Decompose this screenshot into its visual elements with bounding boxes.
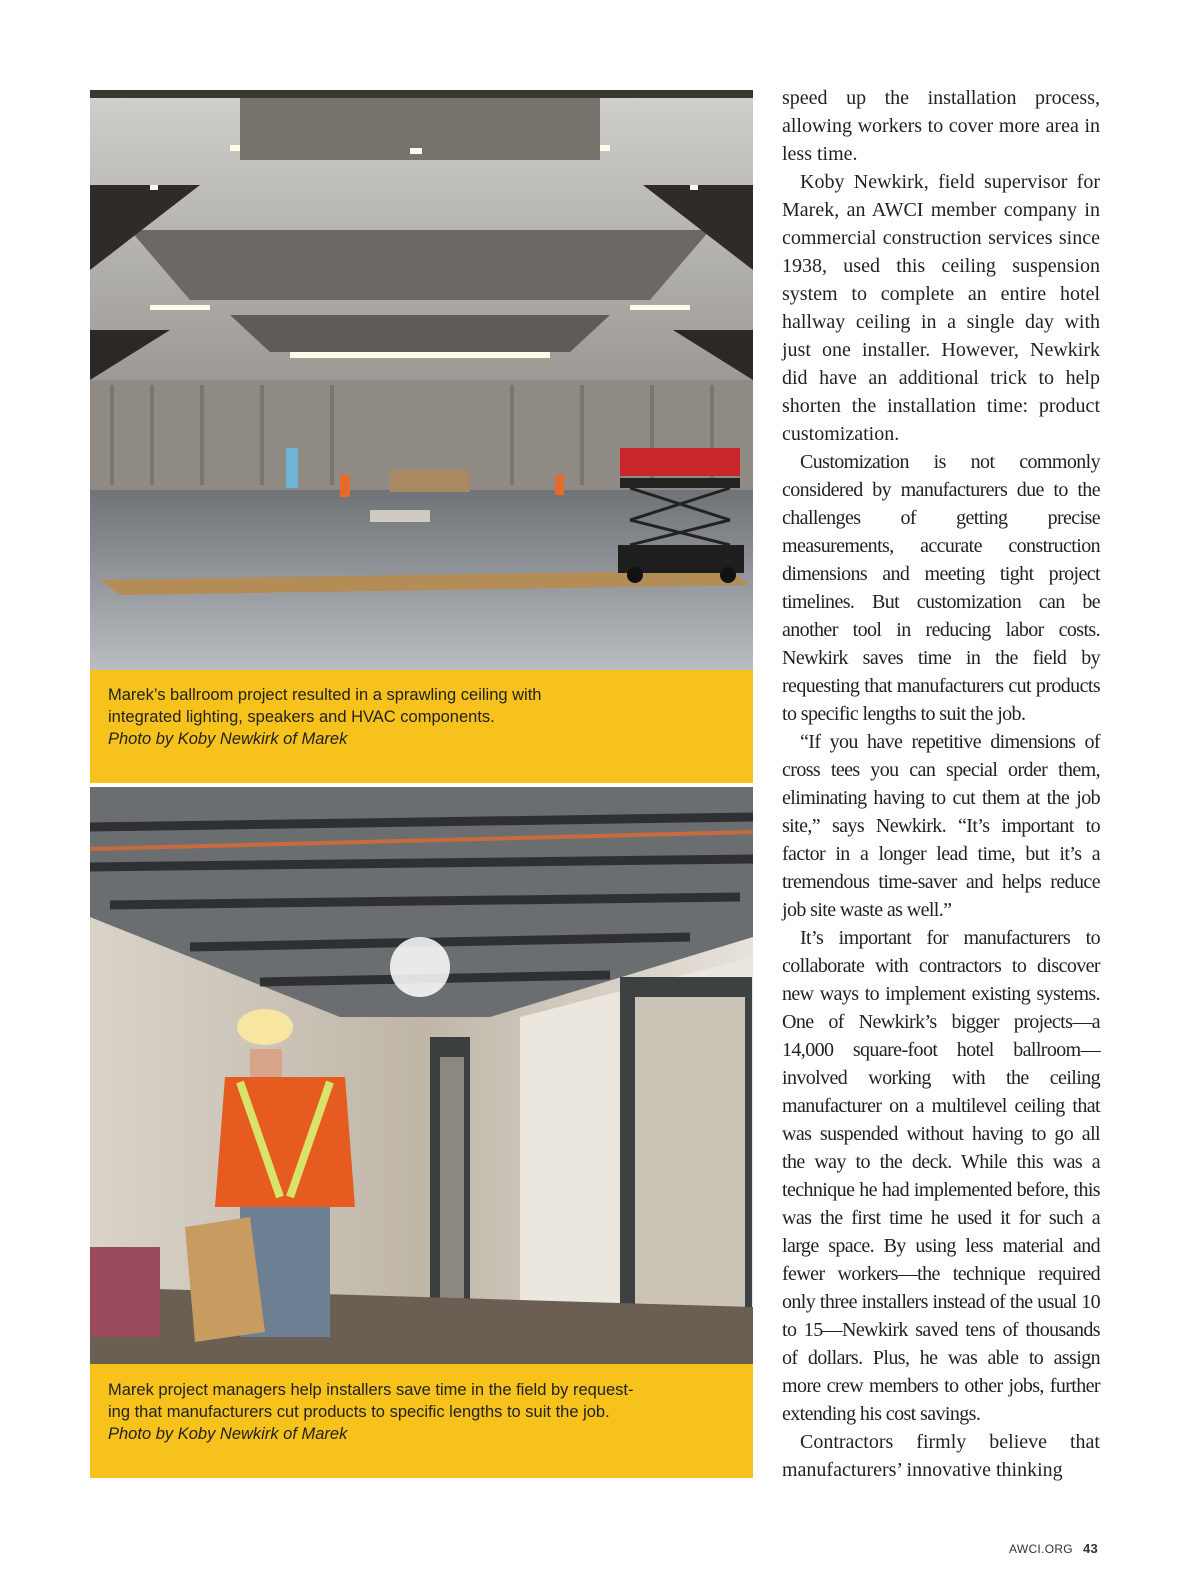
photo-credit: Photo by Koby Newkirk of Marek — [108, 1425, 348, 1443]
article-paragraph: speed up the installation process, allowing workers to cover more area in less time. — [782, 87, 1100, 165]
article-paragraph: Customization is not commonly considered by manufacturers due to the challenges of getting precise measurements, accurate construction dimensions and meeting tight project timelines. But customization can be another tool in reducing labor costs. Newkirk saves time in the field by requesting that manufacturers cut products to specific lengths to suit the job. — [782, 451, 1100, 725]
article-column — [782, 84, 1100, 1484]
footer-site: AWCI.ORG — [1008, 1542, 1073, 1556]
figure-hallway — [90, 787, 753, 1478]
page-footer — [1009, 1541, 1098, 1556]
photo-credit: Photo by Koby Newkirk of Marek — [108, 730, 348, 748]
page-number: 43 — [1082, 1541, 1098, 1556]
caption-line: Marek project managers help installers save time in the field by request- — [108, 1381, 634, 1399]
ballroom-illustration — [90, 90, 753, 670]
hallway-caption — [108, 1379, 735, 1445]
article-paragraph: Contractors firmly believe that manufacturers’ innovative thinking — [782, 1431, 1100, 1481]
caption-line: integrated lighting, speakers and HVAC components. — [108, 708, 495, 726]
figure-ballroom — [90, 90, 753, 783]
hallway-photo — [90, 787, 753, 1364]
article-paragraph: “If you have repetitive dimensions of cross tees you can special order them, eliminating having to cut them at the job site,” says Newkirk. “It’s important to factor in a longer lead time, but it’s a tremendous time-saver and helps reduce job site waste as well.” — [782, 731, 1100, 921]
hallway-illustration — [90, 787, 753, 1364]
article-paragraph: Koby Newkirk, field supervisor for Marek, an AWCI member company in commercial construction services since 1938, used this ceiling suspension system to complete an entire hotel hallway ceiling in a single day with just one installer. However, Newkirk did have an additional trick to help shorten the installation time: product customization. — [782, 171, 1100, 445]
caption-line: ing that manufacturers cut products to specific lengths to suit the job. — [108, 1403, 610, 1421]
caption-line: Marek’s ballroom project resulted in a sprawling ceiling with — [108, 686, 542, 704]
article-paragraph: It’s important for manufacturers to collaborate with contractors to discover new ways to implement existing systems. One of Newkirk’s bigger projects—a 14,000 square-foot hotel ballroom—involved working with the ceiling manufacturer on a multilevel ceiling that was suspended without having to go all the way to the deck. While this was a technique he had implemented before, this was the first time he used it for such a large space. By using less material and fewer workers—the technique required only three installers instead of the usual 10 to 15—Newkirk saved tens of thousands of dollars. Plus, he was able to assign more crew members to other jobs, further extending his cost savings. — [782, 927, 1100, 1425]
ballroom-caption — [108, 684, 735, 750]
ballroom-photo — [90, 90, 753, 670]
